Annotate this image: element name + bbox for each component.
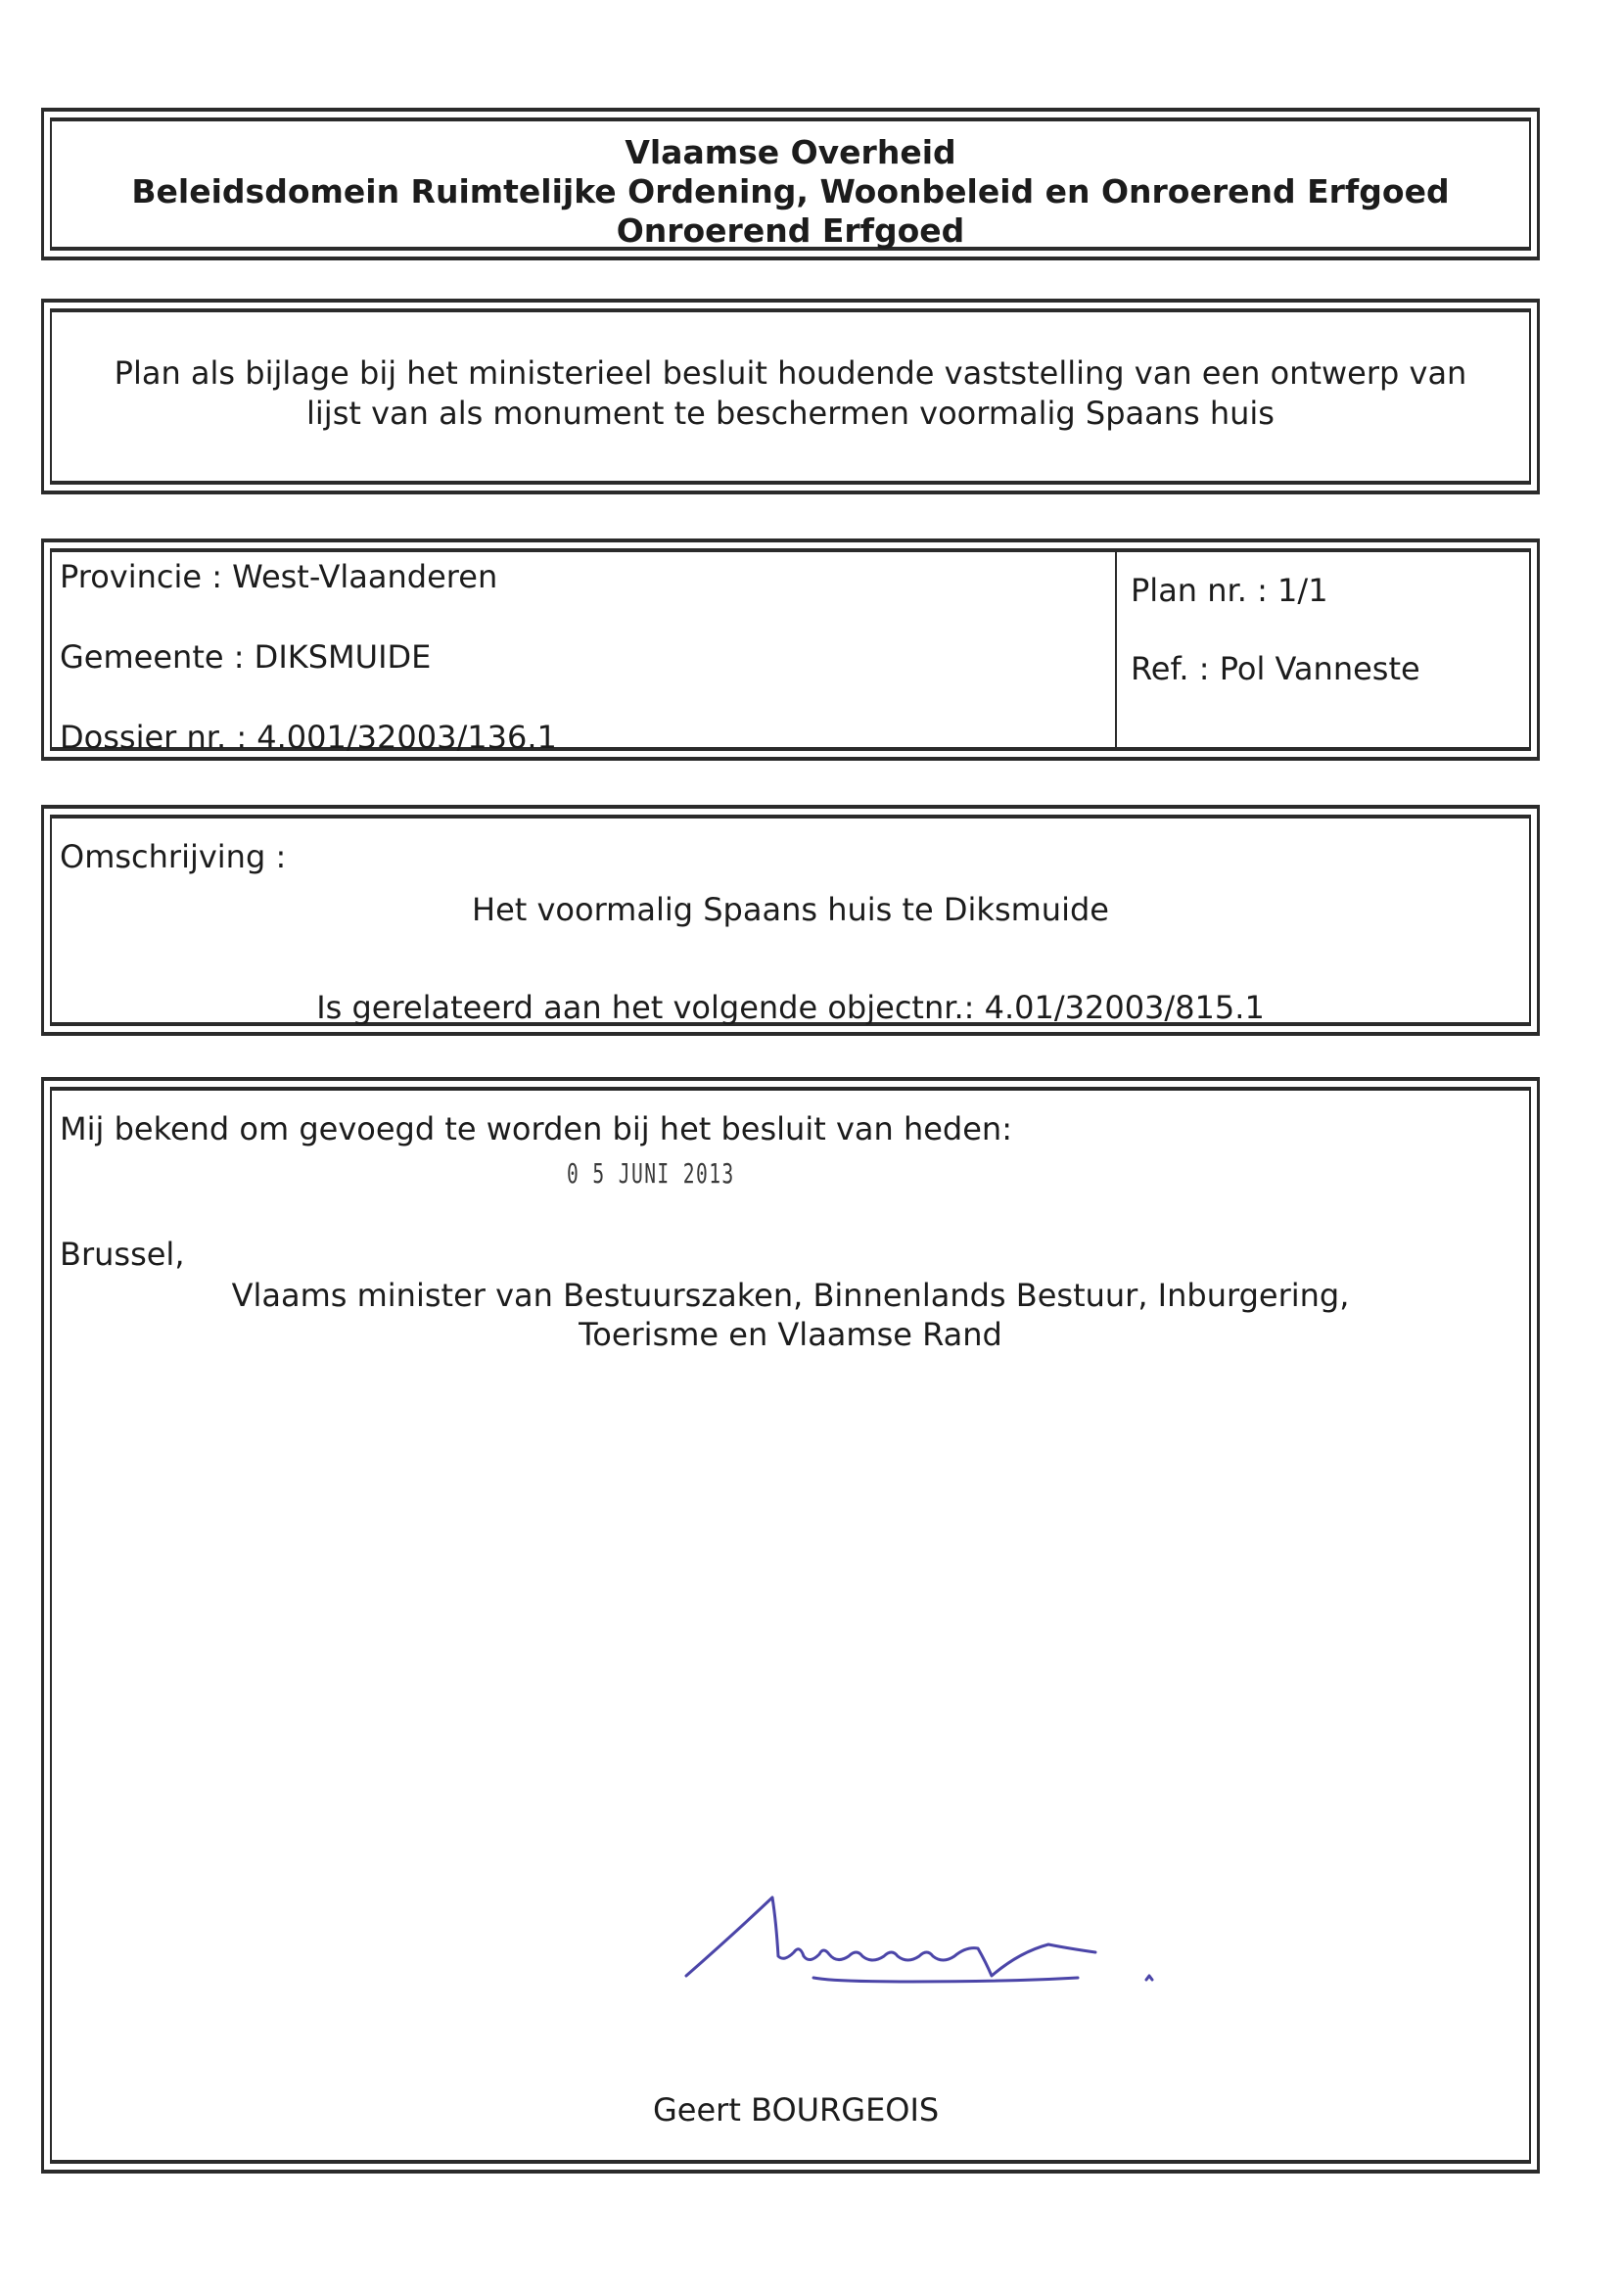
column-divider	[1115, 552, 1117, 747]
related-object-number: Is gerelateerd aan het volgende objectnr.: 4.01/32003/815.1	[316, 989, 1265, 1026]
plan-number-field: Plan nr. : 1/1	[1131, 572, 1328, 609]
approval-intro: Mij bekend om gevoegd te worden bij het besluit van heden:	[60, 1110, 1012, 1147]
description-box	[41, 805, 1540, 1036]
reference-field: Ref. : Pol Vanneste	[1131, 650, 1420, 687]
header-box	[41, 108, 1540, 260]
title-line-2: lijst van als monument te beschermen voormalig Spaans huis	[306, 395, 1275, 432]
description-label: Omschrijving :	[60, 838, 287, 875]
title-box	[41, 299, 1540, 494]
signature-box	[41, 1077, 1540, 2174]
minister-role-line-2: Toerisme en Vlaamse Rand	[579, 1316, 1002, 1353]
header-agency: Onroerend Erfgoed	[616, 211, 965, 250]
date-stamp: 0 5 JUNI 2013	[567, 1157, 735, 1190]
provincie-field: Provincie : West-Vlaanderen	[60, 558, 498, 595]
header-organization: Vlaamse Overheid	[625, 133, 956, 171]
gemeente-field: Gemeente : DIKSMUIDE	[60, 638, 432, 676]
dossier-number-field: Dossier nr. : 4.001/32003/136.1	[60, 719, 557, 756]
signer-name: Geert BOURGEOIS	[653, 2091, 940, 2129]
title-line-1: Plan als bijlage bij het ministerieel besluit houdende vaststelling van een ontwerp van	[114, 354, 1467, 392]
info-box	[41, 538, 1540, 761]
header-policy-domain: Beleidsdomein Ruimtelijke Ordening, Woonbeleid en Onroerend Erfgoed	[131, 172, 1450, 211]
place-label: Brussel,	[60, 1236, 185, 1273]
handwritten-signature-icon	[657, 1854, 1205, 1991]
description-text: Het voormalig Spaans huis te Diksmuide	[472, 891, 1109, 928]
minister-role-line-1: Vlaams minister van Bestuurszaken, Binnenlands Bestuur, Inburgering,	[231, 1277, 1350, 1314]
